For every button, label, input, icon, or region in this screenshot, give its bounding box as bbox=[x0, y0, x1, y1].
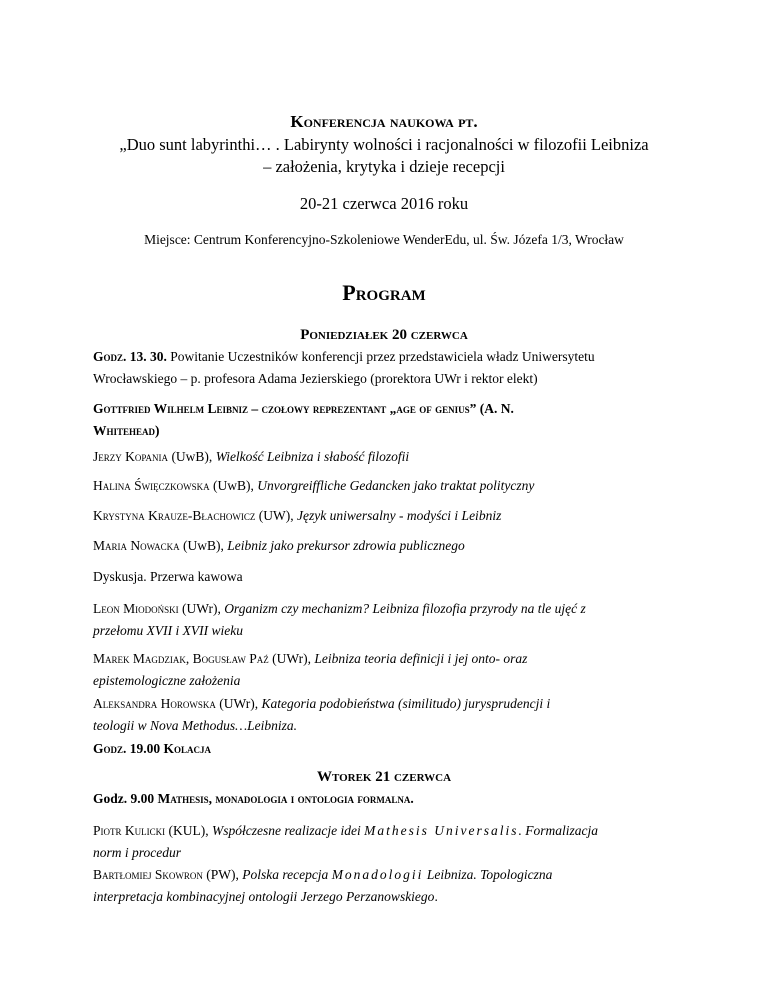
talk-line-1 bbox=[93, 648, 693, 670]
speaker-name: Marek Magdziak, Bogusław Paź bbox=[93, 651, 269, 666]
talk-title: Wielkość Leibniza i słabość filozofii bbox=[215, 449, 410, 464]
talk-title-part-a: Polska recepcja bbox=[242, 867, 332, 882]
talk-title: Kategoria podobieństwa (similitudo) jurysprudencji i bbox=[261, 696, 551, 711]
talk-skowron bbox=[93, 864, 693, 908]
talk-title-line-2 bbox=[93, 886, 693, 908]
speaker-name: Leon Miodoński bbox=[93, 601, 179, 616]
talk-title: Leibniz jako prekursor zdrowia publicznego bbox=[227, 538, 465, 553]
speaker-name: Aleksandra Horowska bbox=[93, 696, 216, 711]
talk-title-part-c: Leibniza. Topologiczna bbox=[423, 867, 553, 882]
talk-swieczkowska bbox=[93, 475, 693, 497]
talk-kopania bbox=[93, 446, 693, 468]
talk-nowacka bbox=[93, 535, 693, 557]
speaker-name: Jerzy Kopania bbox=[93, 449, 169, 464]
conference-venue: Miejsce: Centrum Konferencyjno-Szkoleniowe WenderEdu, ul. Św. Józefa 1/3, Wrocław bbox=[144, 232, 624, 247]
speaker-affiliation: (KUL), bbox=[165, 823, 212, 838]
talk-title: Leibniza teoria definicji i jej onto- oraz bbox=[314, 651, 528, 666]
speaker-affiliation: (UWr), bbox=[268, 651, 315, 666]
talk-magdziak-paz bbox=[93, 648, 693, 692]
program-title: Program bbox=[342, 280, 426, 305]
talk-title-end: . bbox=[434, 889, 438, 904]
speaker-affiliation: (UwB), bbox=[209, 478, 258, 493]
speaker-affiliation: (UwB), bbox=[179, 538, 228, 553]
talk-line-1 bbox=[93, 598, 693, 620]
speaker-affiliation: (UWr), bbox=[215, 696, 262, 711]
talk-horowska bbox=[93, 693, 693, 737]
conference-subtitle bbox=[0, 134, 768, 178]
opening-text: Powitanie Uczestników konferencji przez przedstawiciela władz Uniwersytetu bbox=[166, 349, 595, 364]
dinner: Godz. 19.00 Kolacja bbox=[93, 741, 212, 756]
talk-title-line-2: epistemologiczne założenia bbox=[93, 673, 241, 688]
talk-title-part-a: Współczesne realizacje idei bbox=[212, 823, 365, 838]
talk-title: Unvorgreiffliche Gedancken jako traktat polityczny bbox=[257, 478, 535, 493]
talk-title-part-c: . Formalizacja bbox=[518, 823, 598, 838]
conference-title: Konferencja naukowa pt. bbox=[290, 112, 478, 131]
talk-title-line-2: teologii w Nova Methodus…Leibniza. bbox=[93, 718, 297, 733]
talk-krauze bbox=[93, 505, 693, 527]
speaker-name: Bartłomiej Skowron bbox=[93, 867, 203, 882]
tuesday-heading: Wtorek 21 czerwca bbox=[316, 769, 452, 785]
speaker-affiliation: (UWr), bbox=[178, 601, 225, 616]
opening-time: Godz. 13. 30. bbox=[93, 349, 167, 364]
session-1-title-line-1: Gottfried Wilhelm Leibniz – czołowy reprezentant „age of genius” (A. N. bbox=[93, 401, 514, 416]
subtitle-line-1: „Duo sunt labyrinthi… . Labirynty wolności i racjonalności w filozofii Leibniza bbox=[119, 135, 649, 154]
session-2-title bbox=[93, 788, 693, 810]
talk-miodonski bbox=[93, 598, 693, 642]
talk-line-1 bbox=[93, 693, 693, 715]
speaker-name: Halina Święczkowska bbox=[93, 478, 210, 493]
session-2-time: Godz. 9.00 bbox=[93, 791, 158, 806]
session-2-name: Mathesis, monadologia i ontologia formalna. bbox=[157, 791, 414, 806]
talk-title-line-2: norm i procedur bbox=[93, 845, 181, 860]
talk-kulicki bbox=[93, 820, 693, 864]
talk-title-line-2-text: interpretacja kombinacyjnej ontologii Jerzego Perzanowskiego bbox=[93, 889, 435, 904]
conference-date: 20-21 czerwca 2016 roku bbox=[299, 194, 469, 213]
speaker-affiliation: (UW), bbox=[255, 508, 297, 523]
talk-title-spaced: Monadologii bbox=[331, 867, 424, 882]
speaker-name: Maria Nowacka bbox=[93, 538, 180, 553]
monday-heading: Poniedziałek 20 czerwca bbox=[300, 327, 468, 343]
speaker-affiliation: (UwB), bbox=[168, 449, 216, 464]
opening-line-1 bbox=[93, 346, 693, 368]
speaker-name: Piotr Kulicki bbox=[93, 823, 166, 838]
talk-title-spaced: Mathesis Universalis bbox=[364, 823, 519, 838]
talk-title-line-2: przełomu XVII i XVII wieku bbox=[93, 623, 243, 638]
speaker-affiliation: (PW), bbox=[202, 867, 243, 882]
opening-line-2: Wrocławskiego – p. profesora Adama Jezierskiego (prorektora UWr i rektor elekt) bbox=[93, 371, 538, 386]
talk-line-1 bbox=[93, 864, 693, 886]
coffee-break: Dyskusja. Przerwa kawowa bbox=[93, 569, 243, 584]
subtitle-line-2: – założenia, krytyka i dzieje recepcji bbox=[263, 157, 505, 176]
session-1-title bbox=[93, 398, 693, 442]
talk-title: Język uniwersalny - modyści i Leibniz bbox=[296, 508, 502, 523]
talk-title: Organizm czy mechanizm? Leibniza filozofia przyrody na tle ujęć z bbox=[224, 601, 586, 616]
speaker-name: Krystyna Krauze-Błachowicz bbox=[93, 508, 256, 523]
talk-line-1 bbox=[93, 820, 693, 842]
session-1-title-line-2: Whitehead) bbox=[93, 423, 160, 438]
opening-item bbox=[93, 346, 693, 390]
